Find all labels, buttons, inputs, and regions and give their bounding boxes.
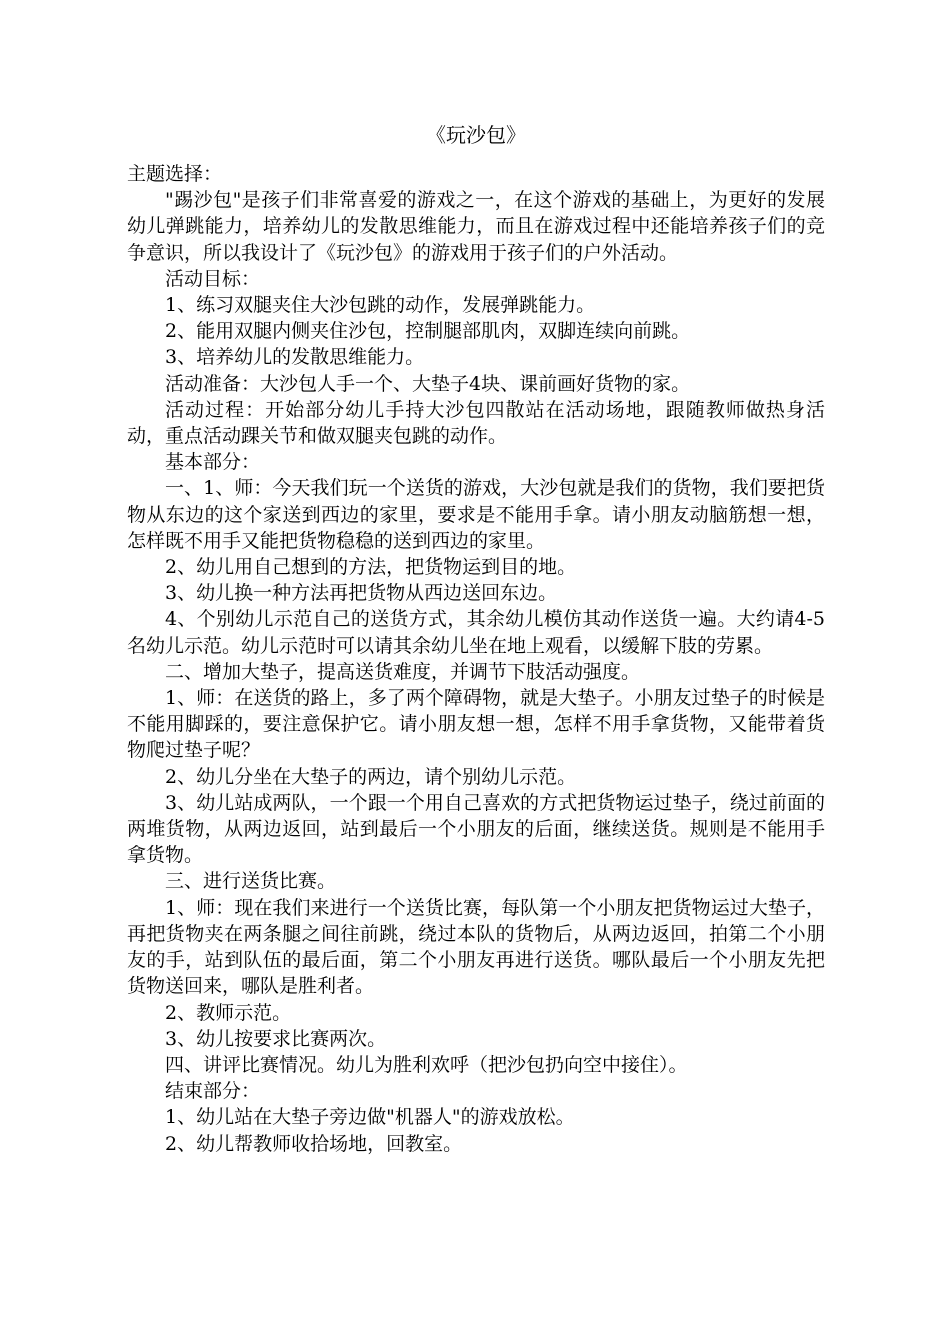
paragraph: "踢沙包"是孩子们非常喜爱的游戏之一，在这个游戏的基础上，为更好的发展幼儿弹跳能力，培养幼儿的发散思维能力，而且在游戏过程中还能培养孩子们的竞争意识，所以我设计了《玩沙包》的游戏用于孩子们的户外活动。 — [127, 189, 825, 264]
paragraph: 3、培养幼儿的发散思维能力。 — [165, 346, 425, 369]
paragraph: 1、师：在送货的路上，多了两个障碍物，就是大垫子。小朋友过垫子的时候是不能用脚踩的，要注意保护它。请小朋友想一想，怎样不用手拿货物，又能带着货物爬过垫子呢？ — [127, 687, 825, 762]
paragraph: 主题选择： — [127, 163, 223, 185]
paragraph: 一、1、师：今天我们玩一个送货的游戏，大沙包就是我们的货物，我们要把货物从东边的这个家送到西边的家里，要求是不能用手拿。请小朋友动脑筋想一想，怎样既不用手又能把货物稳稳的送到西边的家里。 — [127, 477, 825, 552]
paragraph: 2、幼儿帮教师收拾场地，回教室。 — [165, 1132, 463, 1155]
paragraph: 1、练习双腿夹住大沙包跳的动作，发展弹跳能力。 — [165, 294, 596, 317]
paragraph: 三、进行送货比赛。 — [165, 870, 337, 893]
paragraph: 1、师：现在我们来进行一个送货比赛，每队第一个小朋友把货物运过大垫子，再把货物夹在两条腿之间往前跳，绕过本队的货物后，从两边返回，拍第二个小朋友的手，站到队伍的最后面，第二个小朋友再进行送货。哪队最后一个小朋友先把货物送回来，哪队是胜利者。 — [127, 896, 825, 998]
paragraph: 结束部分： — [165, 1080, 261, 1103]
paragraph: 四、讲评比赛情况。幼儿为胜利欢呼（把沙包扔向空中接住）。 — [165, 1053, 688, 1076]
document-body — [127, 121, 825, 1157]
paragraph: 2、幼儿用自己想到的方法，把货物运到目的地。 — [165, 556, 577, 579]
paragraph: 活动过程：开始部分幼儿手持大沙包四散站在活动场地，跟随教师做热身活动，重点活动踝关节和做双腿夹包跳的动作。 — [127, 398, 825, 448]
paragraph: 3、幼儿换一种方法再把货物从西边送回东边。 — [165, 582, 558, 605]
paragraph: 2、幼儿分坐在大垫子的两边，请个别幼儿示范。 — [165, 765, 577, 788]
paragraph: 1、幼儿站在大垫子旁边做"机器人"的游戏放松。 — [165, 1106, 575, 1129]
paragraph: 3、幼儿站成两队，一个跟一个用自己喜欢的方式把货物运过垫子，绕过前面的两堆货物，从两边返回，站到最后一个小朋友的后面，继续送货。规则是不能用手拿货物。 — [127, 791, 825, 867]
document-title: 《玩沙包》 — [426, 123, 526, 147]
paragraph-list — [127, 161, 825, 1157]
paragraph: 2、能用双腿内侧夹住沙包，控制腿部肌肉，双脚连续向前跳。 — [165, 320, 691, 343]
paragraph: 活动准备：大沙包人手一个、大垫子4块、课前画好货物的家。 — [165, 372, 691, 395]
paragraph: 活动目标： — [165, 267, 261, 290]
paragraph: 4、个别幼儿示范自己的送货方式，其余幼儿模仿其动作送货一遍。大约请4-5名幼儿示范。幼儿示范时可以请其余幼儿坐在地上观看，以缓解下肢的劳累。 — [127, 608, 825, 657]
paragraph: 2、教师示范。 — [165, 1001, 292, 1024]
paragraph: 二、增加大垫子，提高送货难度，并调节下肢活动强度。 — [165, 660, 641, 683]
paragraph: 3、幼儿按要求比赛两次。 — [165, 1027, 387, 1050]
paragraph: 基本部分： — [165, 451, 261, 474]
